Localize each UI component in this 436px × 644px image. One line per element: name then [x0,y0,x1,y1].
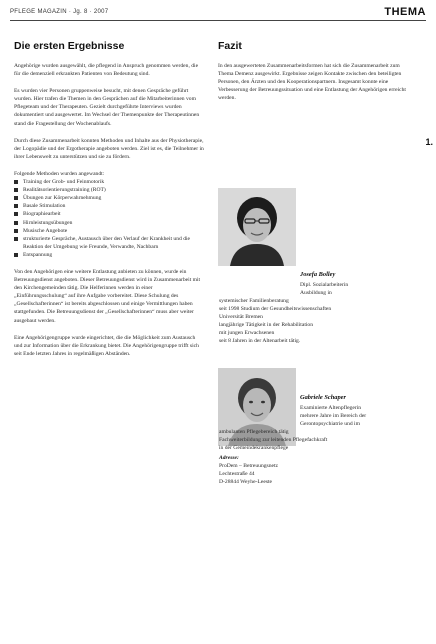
list-item: Realitätsorientierungstraining (ROT) [14,186,204,194]
magazine-header: PFLEGE MAGAZIN · Jg. 8 · 2007 [10,9,109,15]
left-paragraph-2: Es wurden vier Personen gruppenweise besucht, mit denen Gespräche geführt wurden. Hier trafen die Themen in den Gesprächen auf die Mitarbeiterinnen vom Pflegeteam und der Therapeuten. Gezielt durchgeführte Interviews wurden dokumentiert und ausgewertet. Im Wechsel der Themenpunkte der Therapeutinnen stand die Fragestellung der Wochenablaufs. [14,88,200,127]
address-line: Lechtestraße 44 [219,471,255,477]
author-photo-bolley [218,188,296,266]
header-rule [10,20,426,21]
left-column [14,40,204,367]
author1-line: systemischer Familienberatung [219,298,289,304]
list-item: Biographiearbeit [14,210,204,218]
side-marker: 1. [425,137,433,147]
address-label: Adresse: [219,455,239,461]
author2-line: mehrere Jahre im Bereich der [300,413,367,419]
author2-line: Gerontopsychiatrie und im [300,421,360,427]
left-heading: Die ersten Ergebnisse [14,40,125,52]
author1-line: seit 8 Jahren in der Altenarbeit tätig. [219,338,301,344]
list-item: Übungen zur Körperwahrnehmung [14,194,204,202]
author-name-schaper: Gabriele Schaper [300,394,346,401]
methods-intro: Folgende Methoden wurden angewandt: [14,170,105,177]
list-item: Musische Angebote [14,227,204,235]
list-item: strukturierte Gespräche, Austausch über den Verlauf der Krankheit und die Reaktion der Umgebung wie Freunde, Verwandte, Nachbarn [14,235,204,251]
right-heading: Fazit [218,40,242,52]
methods-list [14,178,204,259]
author2-line: ambulanten Pflegebereich tätig [219,429,289,435]
left-paragraph-3: Durch diese Zusammenarbeit konnten Methoden und Inhalte aus der Physiotherapie, der Logopädie und der Ergotherapie angeboten werden. Ziel ist es, die Teilnehmer in ihrer Lebenswelt zu unterstützen und sie zu fördern. [14,137,204,160]
author1-line: langjährige Tätigkeit in der Rehabilitation [219,322,314,328]
author1-line: mit jungen Erwachsenen [219,330,275,336]
section-title: THEMA [384,6,426,18]
author2-line: Fachweiterbildung zur leitenden Pflegefachkraft [219,437,328,443]
list-item: Hirnleistungsübungen [14,219,204,227]
left-paragraph-5: Eine Angehörigengruppe wurde eingerichtet, die die Möglichkeit zum Austausch und zur Information über die Erkrankung bietet. Die Angehörigengruppe trifft sich seit Ende letzten Jahres in regelmäßigen Abständen. [14,334,199,357]
right-paragraph-1: In den ausgewerteten Zusammenarbeitsformen hat sich die Zusammenarbeit zum Thema Demenz ausgewirkt. Ergebnisse zeigen Kontakte zwischen den beteiligten Personen, den Ärzten und den Kooperationspartnern. Insgesamt konnte eine Verbesserung der Betreuungssituation und eine Entlastung der Angehörigen erreicht werden. [218,63,406,102]
author1-line: Ausbildung in [300,290,332,296]
author1-line: Universität Bremen [219,314,263,320]
author-name-bolley: Josefa Bolley [300,271,336,278]
address-line: D-28844 Weyhe-Leeste [219,479,273,485]
list-item: Training der Grob- und Feinmotorik [14,178,204,186]
left-paragraph-4: Von den Angehörigen eine weitere Entlastung anbieten zu können, wurde ein Betreuungsdienst angeboten. Dieser Betreuungsdienst wird in Zusammenarbeit mit den Kirchengemeinden tätig. Die Helferinnen werden in einer „Einführungsschulung“ auf ihre Aufgabe vorbereitet. Diese Schulung des „Gesellschafterinnen“ ist bereits abgeschlossen und einige Vermittlungen haben stattgefunden. Die Betreuungsdienst der „Gesellschafterinnen“ muss aber weiter ausgebaut werden. [14,268,201,324]
list-item: Entspannung [14,251,204,259]
author2-line: in der Gemeindekrankenpflege [219,445,289,451]
left-paragraph-1: Angehörige wurden ausgewählt, die pflegend in Anspruch genommen werden, die für die demenziell erkrankten Patienten von Bedeutung sind. [14,63,199,78]
address-line: ProDem – Betreuungsnetz [219,463,279,469]
author1-line: seit 1998 Studium der Gesundheitswissenschaften [219,306,332,312]
list-item: Basale Stimulation [14,202,204,210]
right-column [218,40,413,111]
author1-line: Dipl. Sozialarbeiterin [300,282,349,288]
author2-line: Examinierte Altenpflegerin [300,405,362,411]
